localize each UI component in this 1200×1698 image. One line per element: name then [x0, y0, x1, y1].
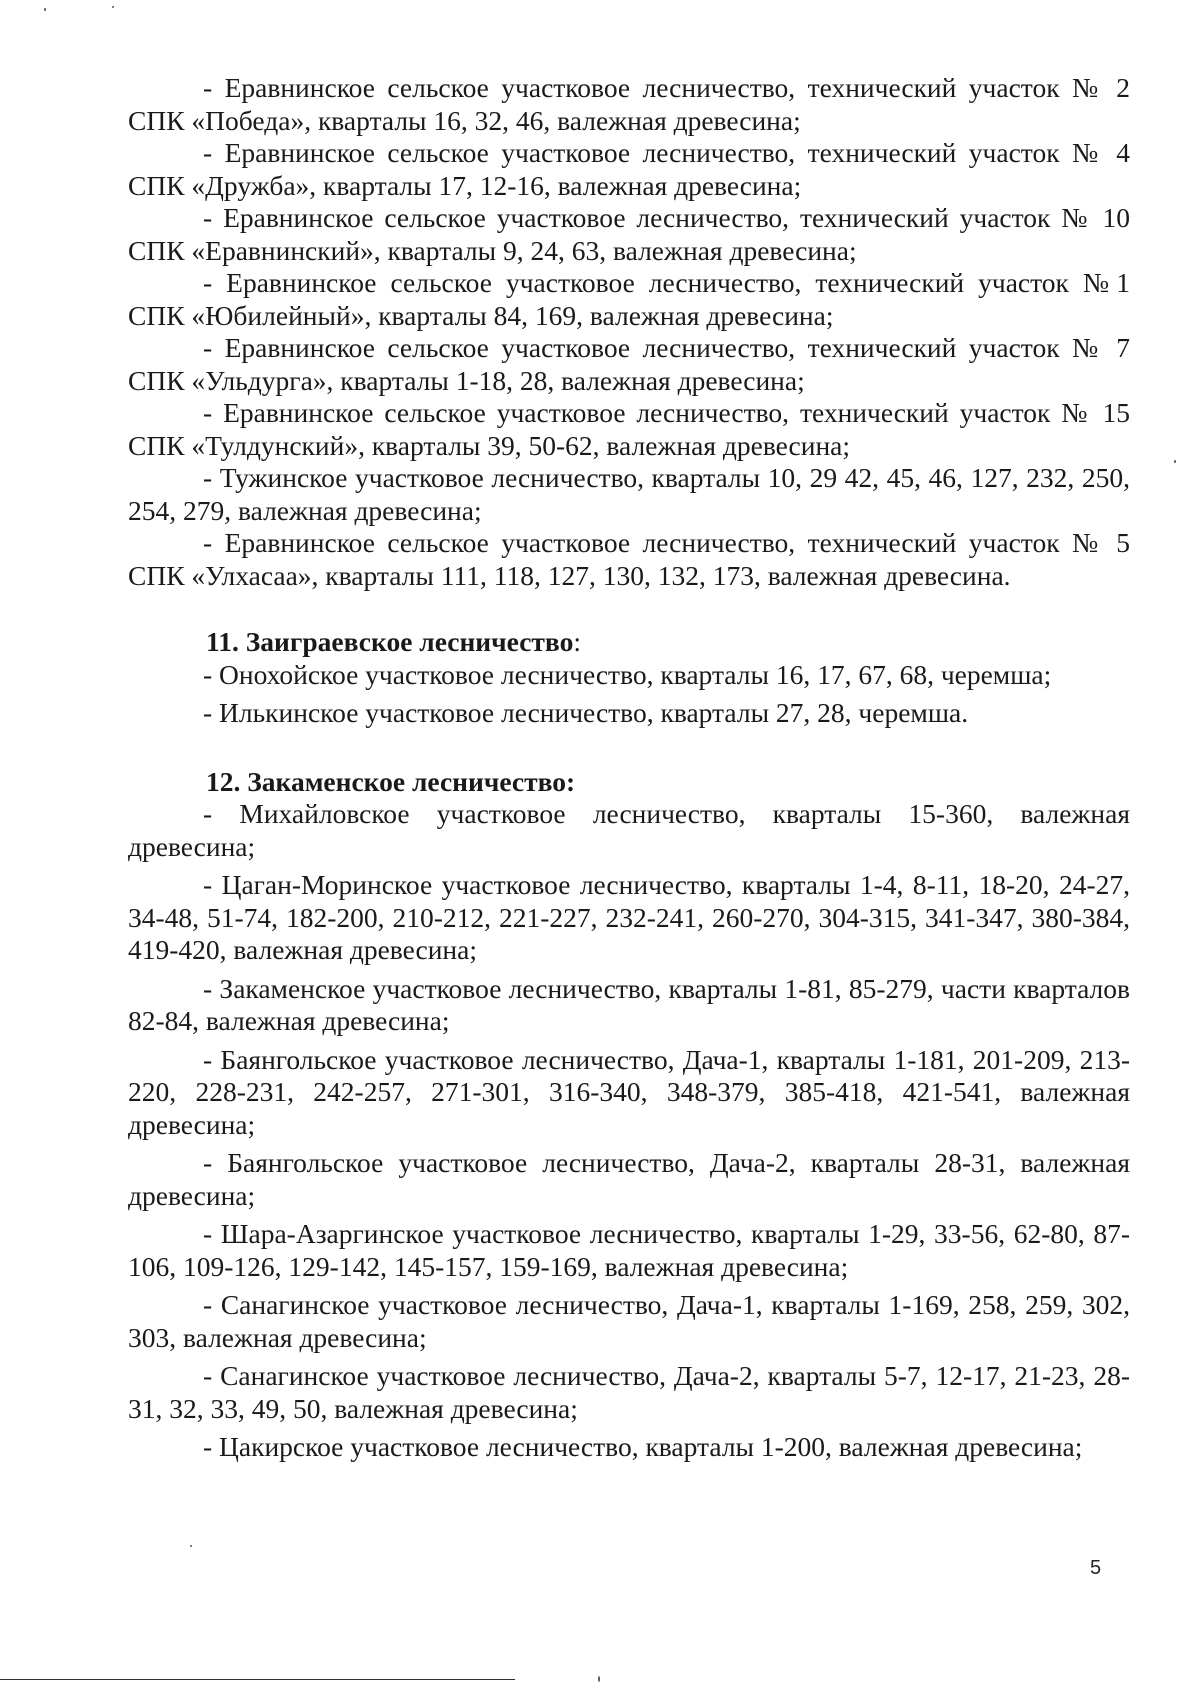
- list-item: - Закаменское участковое лесничество, кварталы 1-81, 85-279, части кварталов 82-84, валежная древесина;: [128, 972, 1130, 1036]
- scan-speck: [190, 1545, 192, 1547]
- list-item: - Цаган-Моринское участковое лесничество, кварталы 1-4, 8-11, 18-20, 24-27, 34-48, 51-74, 182-200, 210-212, 221-227, 232-241, 260-270, 304-315, 341-347, 380-384, 419-420, валежная древесина;: [128, 869, 1130, 965]
- scan-speck: [1174, 460, 1176, 463]
- list-item: - Баянгольское участковое лесничество, Дача-1, кварталы 1-181, 201-209, 213-220, 228-231, 242-257, 271-301, 316-340, 348-379, 385-418, 421-541, валежная древесина;: [128, 1043, 1130, 1140]
- list-item: - Санагинское участковое лесничество, Дача-2, кварталы 5-7, 12-17, 21-23, 28-31, 32, 33, 49, 50, валежная древесина;: [128, 1360, 1130, 1424]
- footer-rule: [0, 1679, 515, 1680]
- page-number: 5: [1090, 1557, 1102, 1579]
- list-item: - Еравнинское сельское участковое лесничество, технический участок № 10 СПК «Еравнинский», кварталы 9, 24, 63, валежная древесина;: [128, 202, 1130, 266]
- scan-speck: [44, 8, 46, 11]
- scan-speck: [112, 6, 114, 8]
- list-item: - Тужинское участковое лесничество, кварталы 10, 29 42, 45, 46, 127, 232, 250, 254, 279, валежная древесина;: [128, 462, 1130, 526]
- document-page: [128, 72, 1130, 1470]
- section-heading-text: 11. Заиграевское лесничество: [206, 626, 574, 657]
- list-item: - Илькинское участковое лесничество, кварталы 27, 28, черемша.: [203, 697, 969, 728]
- list-item: - Санагинское участковое лесничество, Дача-1, кварталы 1-169, 258, 259, 302, 303, валежная древесина;: [128, 1289, 1130, 1353]
- forest-list-block: [128, 72, 1130, 592]
- list-item: - Онохойское участковое лесничество, кварталы 16, 17, 67, 68, черемша;: [203, 658, 1052, 690]
- section-heading: [128, 626, 1130, 659]
- list-item: - Еравнинское сельское участковое лесничество, технический участок № 7 СПК «Ульдурга», кварталы 1-18, 28, валежная древесина;: [128, 332, 1130, 396]
- list-item: - Цакирское участковое лесничество, кварталы 1-200, валежная древесина;: [203, 1431, 1083, 1462]
- list-item: - Еравнинское сельское участковое лесничество, технический участок № 4 СПК «Дружба», кварталы 17, 12-16, валежная древесина;: [128, 137, 1130, 201]
- list-item: - Еравнинское сельское участковое лесничество, технический участок №1 СПК «Юбилейный», кварталы 84, 169, валежная древесина;: [128, 267, 1130, 331]
- scan-speck: [598, 1676, 600, 1682]
- section-zaigraevskoe: [128, 626, 1130, 730]
- list-item: - Шара-Азаргинское участковое лесничество, кварталы 1-29, 33-56, 62-80, 87-106, 109-126, 129-142, 145-157, 159-169, валежная древесина;: [128, 1218, 1130, 1282]
- section-zakamenskoe: [128, 766, 1130, 1464]
- list-item: - Михайловское участковое лесничество, кварталы 15-360, валежная древесина;: [128, 798, 1130, 862]
- list-item: - Баянгольское участковое лесничество, Дача-2, кварталы 28-31, валежная древесина;: [128, 1147, 1130, 1211]
- list-item: - Еравнинское сельское участковое лесничество, технический участок № 5 СПК «Улхасаа», кварталы 111, 118, 127, 130, 132, 173, валежная древесина.: [128, 527, 1130, 591]
- section-heading: 12. Закаменское лесничество:: [206, 765, 576, 797]
- list-item: - Еравнинское сельское участковое лесничество, технический участок № 15 СПК «Тулдунский», кварталы 39, 50-62, валежная древесина;: [128, 397, 1130, 461]
- section-heading-colon: :: [573, 626, 581, 657]
- list-item: - Еравнинское сельское участковое лесничество, технический участок № 2 СПК «Победа», кварталы 16, 32, 46, валежная древесина;: [128, 72, 1130, 136]
